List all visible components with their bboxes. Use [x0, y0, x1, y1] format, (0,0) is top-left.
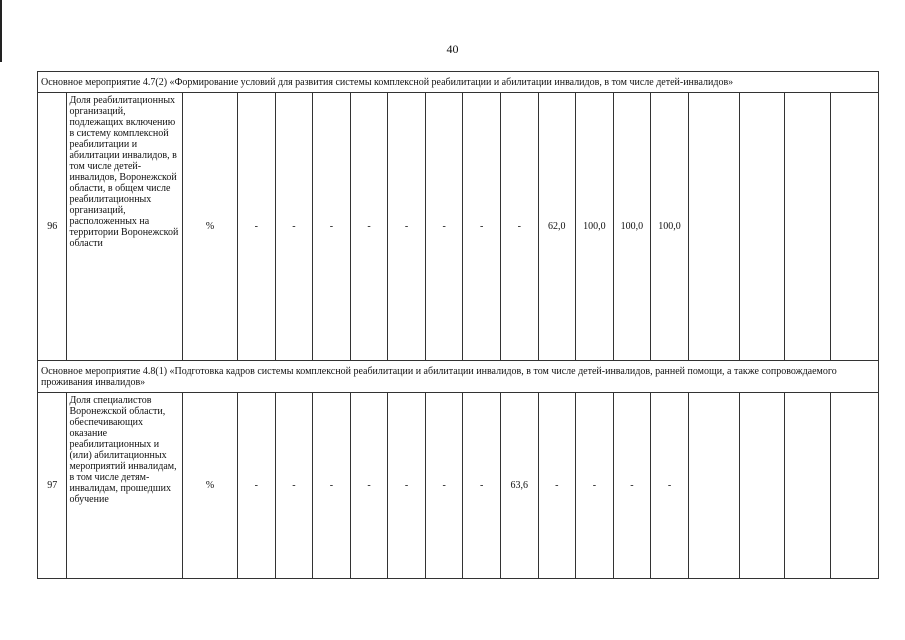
value-cell: - [388, 393, 426, 579]
value-cell: - [500, 93, 538, 361]
value-cell: - [275, 93, 313, 361]
value-cell: 100,0 [613, 93, 651, 361]
value-cell [739, 393, 785, 579]
value-cell: - [238, 93, 276, 361]
value-cell: - [313, 93, 351, 361]
unit-cell: % [183, 393, 238, 579]
value-cell [830, 393, 878, 579]
value-cell: - [425, 93, 463, 361]
value-cell: - [313, 393, 351, 579]
row-number: 96 [38, 93, 67, 361]
section-heading-row [38, 72, 879, 93]
value-cell: - [576, 393, 614, 579]
table-row [38, 393, 879, 579]
value-cell: 100,0 [576, 93, 614, 361]
value-cell: - [238, 393, 276, 579]
value-cell: - [463, 393, 501, 579]
value-cell [785, 393, 831, 579]
unit-cell: % [183, 93, 238, 361]
section-heading: Основное мероприятие 4.7(2) «Формирование условий для развития системы комплексной реабилитации и абилитации инвалидов, в том числе детей-инвалидов» [38, 72, 879, 93]
value-cell: - [613, 393, 651, 579]
section-heading-row [38, 361, 879, 393]
indicator-description: Доля специалистов Воронежской области, обеспечивающих оказание реабилитационных и (или) абилитационных мероприятий инвалидам, в том числе детям-инвалидам, прошедших обучение [67, 393, 183, 579]
value-cell: - [463, 93, 501, 361]
value-cell [688, 393, 739, 579]
value-cell [739, 93, 785, 361]
value-cell: - [538, 393, 576, 579]
indicator-description: Доля реабилитационных организаций, подлежащих включению в систему комплексной реабилитации и абилитации инвалидов, в том числе детей-инвалидов, Воронежской области, в общем числе реабилитационных организаций, расположенных на территории Воронежской области [67, 93, 183, 361]
value-cell: 63,6 [500, 393, 538, 579]
indicator-table [37, 71, 879, 579]
value-cell: - [388, 93, 426, 361]
value-cell [785, 93, 831, 361]
value-cell: 100,0 [651, 93, 689, 361]
row-number: 97 [38, 393, 67, 579]
table-row [38, 93, 879, 361]
value-cell: 62,0 [538, 93, 576, 361]
value-cell [688, 93, 739, 361]
section-heading: Основное мероприятие 4.8(1) «Подготовка кадров системы комплексной реабилитации и абилитации инвалидов, в том числе детей-инвалидов, ранней помощи, а также сопровождаемого проживания инвалидов» [38, 361, 879, 393]
value-cell: - [350, 393, 388, 579]
value-cell: - [651, 393, 689, 579]
page-number: 40 [446, 42, 459, 56]
value-cell [830, 93, 878, 361]
value-cell: - [275, 393, 313, 579]
value-cell: - [350, 93, 388, 361]
value-cell: - [425, 393, 463, 579]
